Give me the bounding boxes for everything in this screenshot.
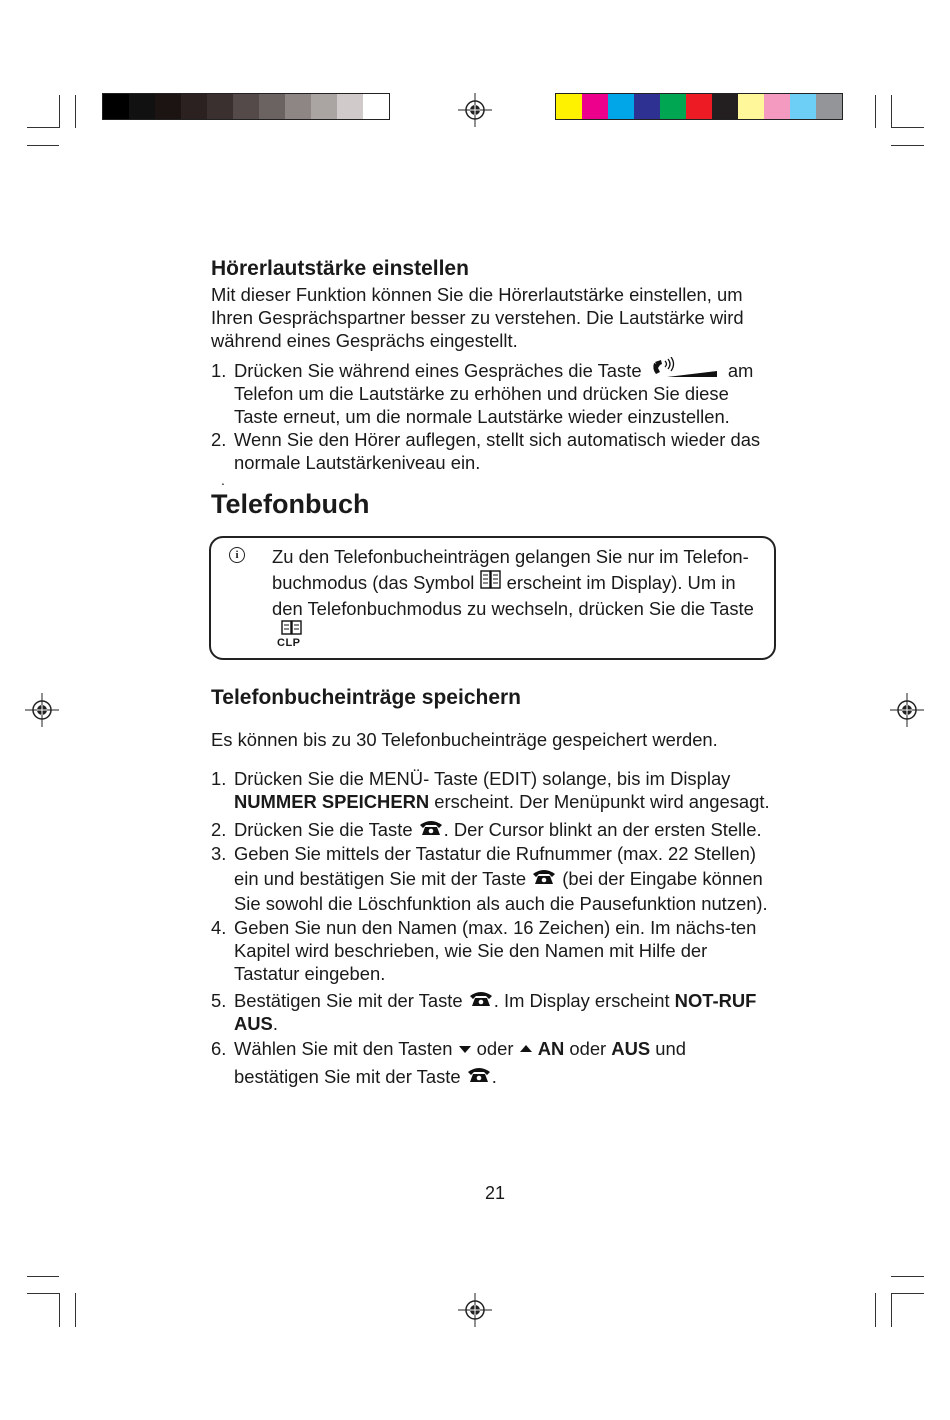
crop-mark: [891, 1276, 924, 1277]
color-swatch: [738, 94, 764, 119]
list-item: 5. Bestätigen Sie mit der Taste . Im Display erscheint NOT-RUF AUS.: [211, 990, 757, 1034]
phone-key-icon: [466, 1066, 492, 1084]
color-swatch: [181, 94, 207, 119]
note-text: Zu den Telefonbucheinträgen gelangen Sie nur im Telefon-buchmodus (das Symbol erscheint im Display). Um in den Telefonbuchmodus zu wechseln, drücken Sie die Taste CLP: [272, 544, 764, 652]
list-item: 1. Drücken Sie während eines Gespräches die Taste am Telefon um die Lautstärke zu erhöhen und drücken Sie diese Taste erneut, um die normale Lautstärke wieder einzustellen.: [211, 359, 771, 428]
page-content: [211, 255, 771, 1091]
crop-mark: [27, 127, 59, 128]
color-swatch: [816, 94, 842, 119]
process-color-bar: [555, 93, 843, 120]
volume-key-icon: [651, 357, 719, 381]
color-swatch: [582, 94, 608, 119]
registration-mark-icon: [25, 693, 59, 727]
crop-mark: [875, 1293, 876, 1327]
color-swatch: [634, 94, 660, 119]
stray-dot: .: [221, 472, 225, 488]
crop-mark: [891, 95, 892, 128]
arrow-up-icon: [519, 1044, 533, 1054]
color-swatch: [608, 94, 634, 119]
color-swatch: [363, 94, 389, 119]
crop-mark: [27, 1293, 59, 1294]
phone-key-icon: [418, 819, 444, 837]
color-swatch: [337, 94, 363, 119]
section-heading: Hörerlautstärke einstellen: [211, 257, 469, 280]
list-item: 3. Geben Sie mittels der Tastatur die Rufnummer (max. 22 Stellen) ein und bestätigen Sie mit der Taste (bei der Eingabe können Sie sowohl die Löschfunktion als auch die Pausefunktion nutzen).: [211, 843, 768, 914]
crop-mark: [891, 1293, 924, 1294]
arrow-down-icon: [458, 1044, 472, 1054]
grayscale-color-bar: [102, 93, 390, 120]
crop-mark: [875, 95, 876, 128]
list-item: 6. Wählen Sie mit den Tasten oder AN oder AUS und bestätigen Sie mit der Taste .: [211, 1038, 686, 1087]
crop-mark: [59, 95, 60, 128]
crop-mark: [59, 1293, 60, 1327]
crop-mark: [75, 95, 76, 128]
registration-mark-icon: [890, 693, 924, 727]
crop-mark: [891, 127, 924, 128]
list-item: 4. Geben Sie nun den Namen (max. 16 Zeichen) ein. Im nächs-ten Kapitel wird beschrieben, wie Sie den Namen mit Hilfe der Tastatur eingeben.: [211, 917, 757, 984]
steps-list: [211, 359, 771, 474]
crop-mark: [27, 1276, 59, 1277]
color-swatch: [660, 94, 686, 119]
color-swatch: [129, 94, 155, 119]
color-swatch: [233, 94, 259, 119]
color-swatch: [259, 94, 285, 119]
color-swatch: [686, 94, 712, 119]
crop-mark: [891, 145, 924, 146]
phone-key-icon: [531, 868, 557, 886]
crop-mark: [27, 145, 59, 146]
registration-mark-icon: [458, 1293, 492, 1327]
info-note-box: [209, 536, 776, 660]
list-item: 2. Wenn Sie den Hörer auflegen, stellt sich automatisch wieder das normale Lautstärkeniveau ein.: [211, 429, 761, 473]
phonebook-icon: [480, 570, 502, 590]
section-intro: Es können bis zu 30 Telefonbucheinträge gespeichert werden.: [211, 729, 718, 750]
color-swatch: [764, 94, 790, 119]
color-swatch: [103, 94, 129, 119]
color-swatch: [790, 94, 816, 119]
color-swatch: [285, 94, 311, 119]
list-item: 2. Drücken Sie die Taste . Der Cursor blinkt an der ersten Stelle.: [211, 819, 762, 840]
color-swatch: [155, 94, 181, 119]
color-swatch: [556, 94, 582, 119]
section-heading: Telefonbucheinträge speichern: [211, 686, 522, 709]
list-item: 1. Drücken Sie die MENÜ- Taste (EDIT) solange, bis im Display NUMMER SPEICHERN erscheint. Der Menüpunkt wird angesagt.: [211, 768, 770, 812]
registration-mark-icon: [458, 93, 492, 127]
color-swatch: [712, 94, 738, 119]
section-intro: Mit dieser Funktion können Sie die Hörerlautstärke einstellen, um Ihren Gesprächspartner besser zu verstehen. Die Lautstärke wird während eines Gesprächs eingestellt.: [211, 284, 744, 351]
crop-mark: [891, 1293, 892, 1327]
page-number: 21: [484, 1183, 506, 1203]
page-title: Telefonbuch: [211, 489, 370, 519]
phonebook-clp-key-icon: CLP: [276, 622, 306, 652]
phone-key-icon: [468, 990, 494, 1008]
color-swatch: [207, 94, 233, 119]
color-swatch: [311, 94, 337, 119]
crop-mark: [75, 1293, 76, 1327]
info-icon: i: [229, 547, 245, 563]
steps-list: [211, 767, 771, 1091]
